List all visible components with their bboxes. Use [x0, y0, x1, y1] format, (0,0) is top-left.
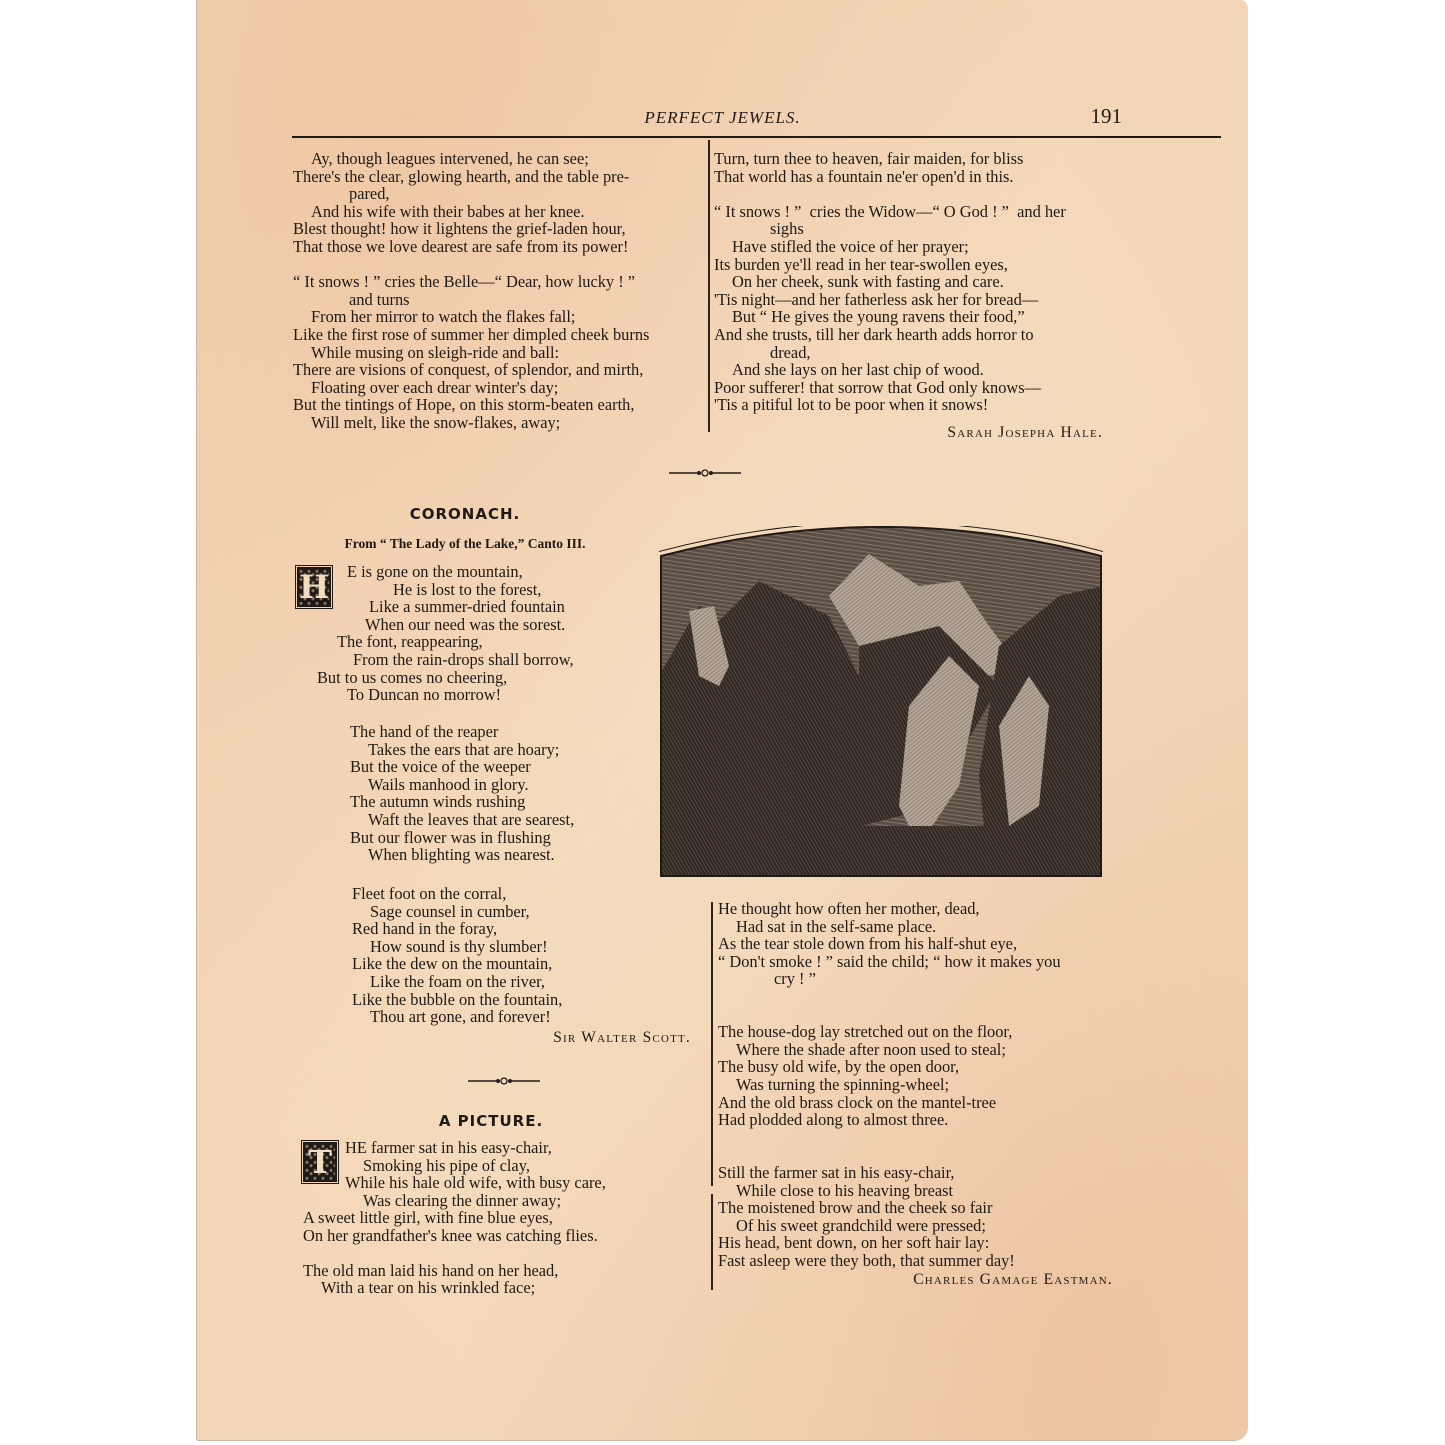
verse-line: dread, — [770, 342, 811, 362]
verse-line — [714, 185, 1134, 203]
verse-line: Sage counsel in cumber, — [370, 901, 530, 921]
verse-line: And she trusts, till her dark hearth adds horror to — [714, 324, 1034, 344]
verse-line: Had sat in the self-same place. — [736, 916, 937, 936]
snow-poem-right-column — [714, 150, 1134, 414]
verse-line: Fast asleep were they both, that summer day! — [718, 1250, 1015, 1270]
snow-poem-left-column — [293, 150, 703, 432]
verse-line: When blighting was nearest. — [368, 845, 555, 865]
verse-line: That world has a fountain ne'er open'd in this. — [714, 166, 1014, 186]
verse-line: His head, bent down, on her soft hair lay: — [718, 1233, 990, 1253]
verse-line: Waft the leaves that are searest, — [368, 809, 575, 829]
mountain-engraving-image — [659, 526, 1103, 878]
verse-line: To Duncan no morrow! — [347, 685, 502, 705]
picture-title: A PICTURE. — [438, 1112, 544, 1130]
drop-cap-t: T — [303, 1142, 337, 1182]
verse-line: Where the shade after noon used to steal; — [736, 1039, 1006, 1059]
verse-line: He is lost to the forest, — [393, 579, 542, 599]
running-title: PERFECT JEWELS. — [644, 108, 801, 127]
verse-line: While musing on sleigh-ride and ball: — [311, 342, 560, 362]
verse-line: There are visions of conquest, of splendor, and mirth, — [293, 360, 644, 380]
verse-line: Like a summer-dried fountain — [369, 597, 565, 617]
verse-line: Like the dew on the mountain, — [352, 954, 553, 974]
verse-line — [718, 1006, 1138, 1024]
verse-line: There's the clear, glowing hearth, and the table pre- — [293, 166, 630, 186]
verse-line: Will melt, like the snow-flakes, away; — [311, 412, 561, 432]
verse-line: Smoking his pipe of clay, — [363, 1155, 530, 1175]
verse-line — [718, 1146, 1138, 1164]
verse-line: pared, — [349, 184, 390, 204]
header-rule — [292, 136, 1221, 138]
verse-line: When our need was the sorest. — [365, 614, 566, 634]
verse-line: E is gone on the mountain, — [347, 562, 523, 581]
verse-line: The hand of the reaper — [350, 722, 499, 741]
verse-line: Takes the ears that are hoary; — [368, 739, 560, 759]
verse-line: 'Tis a pitiful lot to be poor when it snows! — [714, 395, 989, 415]
verse-line: The font, reappearing, — [337, 632, 483, 652]
verse-line: cry ! ” — [774, 969, 816, 989]
verse-line: A sweet little girl, with fine blue eyes, — [303, 1208, 553, 1227]
verse-line: Poor sufferer! that sorrow that God only knows— — [714, 377, 1042, 397]
column-rule-bottom-lower — [711, 1194, 713, 1290]
verse-line: He thought how often her mother, dead, — [718, 899, 980, 918]
verse-line: 'Tis night—and her fatherless ask her for bread— — [714, 289, 1039, 309]
verse-line: Ay, though leagues intervened, he can see; — [311, 149, 589, 168]
verse-line: Its burden ye'll read in her tear-swollen eyes, — [714, 254, 1008, 274]
verse-line: Like the first rose of summer her dimpled cheek burns — [293, 324, 650, 344]
verse-line: The autumn winds rushing — [350, 792, 526, 812]
section-ornament-icon — [468, 1076, 540, 1086]
verse-line: Of his sweet grandchild were pressed; — [736, 1215, 986, 1235]
verse-line: Was clearing the dinner away; — [363, 1190, 562, 1210]
verse-line — [293, 256, 703, 274]
author-hale: Sarah Josepha Hale. — [947, 424, 1103, 441]
verse-line: Like the foam on the river, — [370, 971, 546, 991]
verse-line: From her mirror to watch the flakes fall; — [311, 307, 576, 327]
verse-line: Had plodded along to almost three. — [718, 1110, 949, 1130]
verse-line: The moistened brow and the cheek so fair — [718, 1198, 993, 1218]
verse-line: and turns — [349, 289, 410, 309]
verse-line: Thou art gone, and forever! — [370, 1007, 551, 1027]
verse-line: From the rain-drops shall borrow, — [353, 649, 574, 669]
verse-line: That those we love dearest are safe from its power! — [293, 236, 629, 256]
coronach-subtitle: From “ The Lady of the Lake,” Canto III. — [344, 536, 586, 551]
verse-line — [303, 1244, 703, 1262]
verse-line: “ It snows ! ” cries the Belle—“ Dear, how lucky ! ” — [293, 272, 636, 292]
book-page — [197, 0, 1248, 1440]
verse-line: But the voice of the weeper — [350, 757, 531, 777]
verse-line: The house-dog lay stretched out on the floor, — [718, 1022, 1013, 1042]
coronach-stanza-2 — [350, 723, 670, 864]
verse-line: How sound is thy slumber! — [370, 936, 548, 956]
verse-line — [718, 988, 1138, 1006]
coronach-stanza-1 — [317, 562, 667, 705]
verse-line: Still the farmer sat in his easy-chair, — [718, 1162, 955, 1182]
verse-line: Red hand in the foray, — [352, 919, 498, 939]
verse-line: Floating over each drear winter's day; — [311, 377, 559, 397]
drop-cap-h: H — [299, 568, 330, 606]
verse-line: Fleet foot on the corral, — [352, 884, 507, 903]
picture-left-column-bottom — [303, 1209, 703, 1297]
verse-line — [718, 1129, 1138, 1147]
verse-line: HE farmer sat in his easy-chair, — [345, 1138, 552, 1157]
verse-line: And his wife with their babes at her knee. — [311, 201, 585, 221]
author-eastman: Charles Gamage Eastman. — [913, 1271, 1113, 1288]
verse-line: The old man laid his hand on her head, — [303, 1260, 559, 1280]
verse-line: On her grandfather's knee was catching flies. — [303, 1225, 598, 1245]
coronach-title: CORONACH. — [409, 505, 521, 523]
verse-line: And she lays on her last chip of wood. — [732, 360, 984, 380]
verse-line: Wails manhood in glory. — [368, 774, 529, 794]
verse-line: But to us comes no cheering, — [317, 667, 508, 687]
verse-line: While close to his heaving breast — [736, 1180, 954, 1200]
picture-left-column-top — [345, 1139, 705, 1209]
verse-line: As the tear stole down from his half-shut eye, — [718, 934, 1018, 954]
coronach-stanza-3 — [352, 885, 672, 1026]
verse-line: On her cheek, sunk with fasting and care. — [732, 272, 1004, 292]
verse-line: Turn, turn thee to heaven, fair maiden, for bliss — [714, 149, 1024, 168]
verse-line: But our flower was in flushing — [350, 827, 551, 847]
section-ornament-icon — [669, 468, 741, 478]
verse-line: And the old brass clock on the mantel-tree — [718, 1092, 997, 1112]
verse-line: Have stifled the voice of her prayer; — [732, 236, 969, 256]
verse-line: Like the bubble on the fountain, — [352, 989, 563, 1009]
verse-line: But the tintings of Hope, on this storm-beaten earth, — [293, 395, 635, 415]
verse-line: “ Don't smoke ! ” said the child; “ how it makes you — [718, 951, 1061, 971]
author-scott: Sir Walter Scott. — [553, 1029, 691, 1046]
verse-line: “ It snows ! ” cries the Widow—“ O God ! ” and her — [714, 201, 1066, 221]
verse-line: sighs — [770, 219, 804, 239]
page-number: 191 — [1090, 104, 1122, 128]
verse-line: With a tear on his wrinkled face; — [321, 1278, 536, 1298]
picture-right-column — [718, 900, 1138, 1269]
column-rule-top — [708, 140, 710, 432]
verse-line: While his hale old wife, with busy care, — [345, 1173, 606, 1193]
verse-line: Was turning the spinning-wheel; — [736, 1074, 950, 1094]
verse-line: Blest thought! how it lightens the grief-laden hour, — [293, 219, 626, 239]
verse-line: But “ He gives the young ravens their food,” — [732, 307, 1025, 327]
column-rule-bottom-upper — [711, 902, 713, 1186]
verse-line: The busy old wife, by the open door, — [718, 1057, 960, 1077]
